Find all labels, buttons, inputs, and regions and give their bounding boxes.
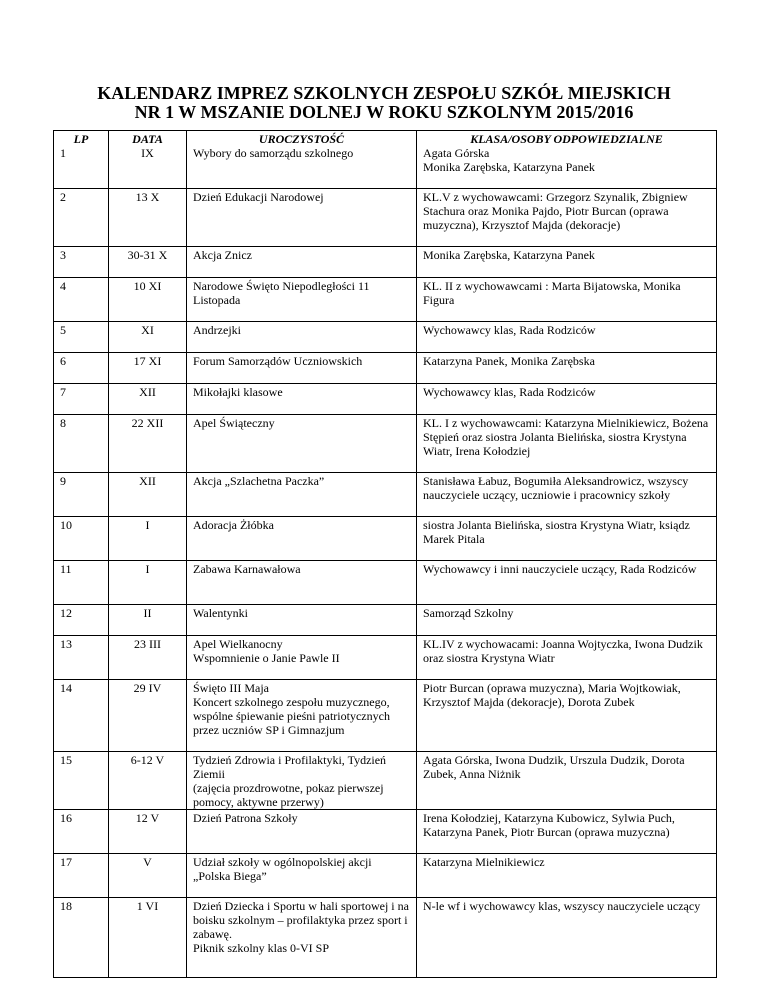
event-date: XII bbox=[139, 385, 156, 399]
event-name: Forum Samorządów Uczniowskich bbox=[193, 354, 363, 368]
responsible-cell bbox=[417, 131, 717, 189]
header-uroczystosc: UROCZYSTOŚĆ bbox=[258, 132, 345, 146]
responsible-persons: KL.IV z wychowacami: Joanna Wojtyczka, Iwona Dudzik oraz siostra Krystyna Wiatr bbox=[423, 637, 703, 665]
event-name: Apel Wielkanocny bbox=[193, 637, 283, 651]
lp-cell bbox=[54, 517, 109, 561]
event-cell bbox=[187, 561, 417, 605]
event-cell bbox=[187, 473, 417, 517]
table-row bbox=[54, 278, 717, 322]
event-name: Akcja „Szlachetna Paczka” bbox=[193, 474, 325, 488]
responsible-persons: KL. II z wychowawcami : Marta Bijatowska, Monika Figura bbox=[423, 279, 681, 307]
event-cell bbox=[187, 636, 417, 680]
title-line-1: KALENDARZ IMPREZ SZKOLNYCH ZESPOŁU SZKÓŁ MIEJSKICH bbox=[97, 83, 671, 103]
lp-number: 11 bbox=[60, 562, 72, 576]
date-cell bbox=[109, 415, 187, 473]
event-date: XII bbox=[139, 474, 156, 488]
responsible-persons: Wychowawcy klas, Rada Rodziców bbox=[423, 323, 596, 337]
table-row bbox=[54, 247, 717, 278]
event-name: Koncert szkolnego zespołu muzycznego, wspólne śpiewanie pieśni patriotycznych przez uczniów SP i Gimnazjum bbox=[193, 695, 390, 737]
date-cell bbox=[109, 247, 187, 278]
event-cell bbox=[187, 353, 417, 384]
date-cell bbox=[109, 189, 187, 247]
event-name: Narodowe Święto Niepodległości 11 Listopada bbox=[193, 279, 370, 307]
responsible-persons: siostra Jolanta Bielińska, siostra Krystyna Wiatr, ksiądz Marek Pitala bbox=[423, 518, 690, 546]
event-cell bbox=[187, 854, 417, 898]
date-cell bbox=[109, 752, 187, 810]
responsible-cell bbox=[417, 898, 717, 978]
responsible-cell bbox=[417, 189, 717, 247]
responsible-persons: Katarzyna Mielnikiewicz bbox=[423, 855, 545, 869]
event-name: Piknik szkolny klas 0-VI SP bbox=[193, 941, 330, 955]
lp-number: 1 bbox=[60, 146, 66, 160]
event-date: 10 XI bbox=[133, 279, 162, 293]
event-date: 1 VI bbox=[136, 899, 159, 913]
lp-cell bbox=[54, 247, 109, 278]
lp-cell bbox=[54, 278, 109, 322]
lp-cell bbox=[54, 898, 109, 978]
table-row bbox=[54, 680, 717, 752]
table-row bbox=[54, 189, 717, 247]
lp-cell bbox=[54, 415, 109, 473]
header-klasa: KLASA/OSOBY ODPOWIEDZIALNE bbox=[470, 132, 663, 146]
event-cell bbox=[187, 605, 417, 636]
table-row bbox=[54, 131, 717, 189]
event-name: Mikołajki klasowe bbox=[193, 385, 283, 399]
responsible-persons: Katarzyna Panek, Monika Zarębska bbox=[423, 354, 595, 368]
lp-cell bbox=[54, 189, 109, 247]
lp-cell bbox=[54, 473, 109, 517]
event-name: (zajęcia prozdrowotne, pokaz pierwszej pomocy, aktywne przerwy) bbox=[193, 781, 384, 809]
event-name: Walentynki bbox=[193, 606, 249, 620]
responsible-cell bbox=[417, 561, 717, 605]
event-name: Zabawa Karnawałowa bbox=[193, 562, 301, 576]
event-date: 12 V bbox=[135, 811, 160, 825]
lp-number: 12 bbox=[60, 606, 72, 620]
lp-cell bbox=[54, 561, 109, 605]
responsible-persons: Monika Zarębska, Katarzyna Panek bbox=[423, 248, 595, 262]
responsible-cell bbox=[417, 605, 717, 636]
event-name: Dzień Patrona Szkoły bbox=[193, 811, 298, 825]
event-name: Dzień Dziecka i Sportu w hali sportowej i na boisku szkolnym – profilaktyka przez sport i zabawę. bbox=[193, 899, 409, 941]
responsible-persons: Samorząd Szkolny bbox=[423, 606, 514, 620]
responsible-cell bbox=[417, 636, 717, 680]
event-date: 6-12 V bbox=[130, 753, 165, 767]
event-name: Tydzień Zdrowia i Profilaktyki, Tydzień Ziemii bbox=[193, 753, 387, 781]
date-cell bbox=[109, 810, 187, 854]
event-cell bbox=[187, 247, 417, 278]
header-data: DATA bbox=[132, 132, 163, 146]
date-cell bbox=[109, 322, 187, 353]
event-cell bbox=[187, 322, 417, 353]
date-cell bbox=[109, 680, 187, 752]
date-cell bbox=[109, 561, 187, 605]
date-cell bbox=[109, 898, 187, 978]
table-row bbox=[54, 517, 717, 561]
responsible-cell bbox=[417, 247, 717, 278]
event-cell bbox=[187, 752, 417, 810]
lp-cell bbox=[54, 636, 109, 680]
table-row bbox=[54, 353, 717, 384]
responsible-cell bbox=[417, 473, 717, 517]
event-date: II bbox=[143, 606, 152, 620]
responsible-cell bbox=[417, 415, 717, 473]
lp-number: 15 bbox=[60, 753, 72, 767]
date-cell bbox=[109, 384, 187, 415]
event-date: 22 XII bbox=[131, 416, 164, 430]
lp-cell bbox=[54, 810, 109, 854]
lp-number: 9 bbox=[60, 474, 66, 488]
table-row bbox=[54, 636, 717, 680]
event-date: 30-31 X bbox=[127, 248, 168, 262]
event-cell bbox=[187, 384, 417, 415]
event-name: Święto III Maja bbox=[193, 681, 269, 695]
table-row bbox=[54, 605, 717, 636]
table-row bbox=[54, 561, 717, 605]
date-cell bbox=[109, 517, 187, 561]
event-cell bbox=[187, 278, 417, 322]
responsible-cell bbox=[417, 384, 717, 415]
event-date: 17 XI bbox=[133, 354, 162, 368]
event-cell bbox=[187, 680, 417, 752]
lp-number: 3 bbox=[60, 248, 66, 262]
event-name: Udział szkoły w ogólnopolskiej akcji „Polska Biega” bbox=[193, 855, 372, 883]
event-date: IX bbox=[141, 146, 154, 160]
table-row bbox=[54, 752, 717, 810]
responsible-cell bbox=[417, 854, 717, 898]
date-cell bbox=[109, 353, 187, 384]
responsible-cell bbox=[417, 680, 717, 752]
lp-cell bbox=[54, 752, 109, 810]
table-row bbox=[54, 415, 717, 473]
lp-cell bbox=[54, 680, 109, 752]
date-cell bbox=[109, 131, 187, 189]
event-cell bbox=[187, 810, 417, 854]
lp-number: 4 bbox=[60, 279, 66, 293]
lp-cell bbox=[54, 854, 109, 898]
responsible-cell bbox=[417, 517, 717, 561]
event-name: Andrzejki bbox=[193, 323, 241, 337]
lp-cell bbox=[54, 353, 109, 384]
date-cell bbox=[109, 278, 187, 322]
event-date: 29 IV bbox=[133, 681, 162, 695]
responsible-persons: Wychowawcy klas, Rada Rodziców bbox=[423, 385, 596, 399]
responsible-persons: Agata Górska, Iwona Dudzik, Urszula Dudzik, Dorota Zubek, Anna Niżnik bbox=[423, 753, 685, 781]
event-name: Apel Świąteczny bbox=[193, 416, 275, 430]
responsible-cell bbox=[417, 810, 717, 854]
responsible-persons: Stanisława Łabuz, Bogumiła Aleksandrowicz, wszyscy nauczyciele uczący, uczniowie i pracownicy szkoły bbox=[423, 474, 689, 502]
event-date: 13 X bbox=[135, 190, 160, 204]
responsible-persons: Agata Górska bbox=[423, 146, 490, 160]
table-row bbox=[54, 854, 717, 898]
event-name: Wspomnienie o Janie Pawle II bbox=[193, 651, 340, 665]
event-date: V bbox=[143, 855, 152, 869]
event-name: Dzień Edukacji Narodowej bbox=[193, 190, 324, 204]
lp-number: 7 bbox=[60, 385, 66, 399]
lp-number: 17 bbox=[60, 855, 72, 869]
responsible-persons: KL. I z wychowawcami: Katarzyna Mielnikiewicz, Bożena Stępień oraz siostra Jolanta Bielińska, siostra Krystyna Wiatr, Irena Kołodziej bbox=[423, 416, 709, 458]
lp-number: 10 bbox=[60, 518, 72, 532]
lp-cell bbox=[54, 605, 109, 636]
event-date: I bbox=[145, 518, 150, 532]
lp-cell bbox=[54, 322, 109, 353]
event-cell bbox=[187, 415, 417, 473]
lp-number: 18 bbox=[60, 899, 72, 913]
date-cell bbox=[109, 636, 187, 680]
lp-number: 2 bbox=[60, 190, 66, 204]
responsible-cell bbox=[417, 322, 717, 353]
document-title bbox=[0, 84, 768, 122]
lp-number: 5 bbox=[60, 323, 66, 337]
table-row bbox=[54, 384, 717, 415]
responsible-persons: Wychowawcy i inni nauczyciele uczący, Rada Rodziców bbox=[423, 562, 697, 576]
event-cell bbox=[187, 898, 417, 978]
lp-cell bbox=[54, 131, 109, 189]
date-cell bbox=[109, 605, 187, 636]
event-cell bbox=[187, 131, 417, 189]
lp-number: 16 bbox=[60, 811, 72, 825]
event-name: Adoracja Żłóbka bbox=[193, 518, 274, 532]
table-row bbox=[54, 322, 717, 353]
lp-number: 6 bbox=[60, 354, 66, 368]
date-cell bbox=[109, 473, 187, 517]
event-date: XI bbox=[141, 323, 154, 337]
header-lp: LP bbox=[73, 132, 89, 146]
table-row bbox=[54, 810, 717, 854]
lp-number: 14 bbox=[60, 681, 72, 695]
table-row bbox=[54, 898, 717, 978]
table-body bbox=[54, 131, 717, 978]
responsible-persons: KL.V z wychowawcami: Grzegorz Szynalik, Zbigniew Stachura oraz Monika Pajdo, Piotr Burcan (oprawa muzyczna), Krzysztof Majda (dekoracje) bbox=[423, 190, 688, 232]
event-cell bbox=[187, 517, 417, 561]
event-date: I bbox=[145, 562, 150, 576]
lp-number: 13 bbox=[60, 637, 72, 651]
responsible-cell bbox=[417, 353, 717, 384]
responsible-persons: Irena Kołodziej, Katarzyna Kubowicz, Sylwia Puch, Katarzyna Panek, Piotr Burcan (oprawa muzyczna) bbox=[423, 811, 675, 839]
event-date: 23 III bbox=[134, 637, 161, 651]
table-row bbox=[54, 473, 717, 517]
event-name: Akcja Znicz bbox=[193, 248, 252, 262]
responsible-cell bbox=[417, 752, 717, 810]
lp-cell bbox=[54, 384, 109, 415]
lp-number: 8 bbox=[60, 416, 66, 430]
date-cell bbox=[109, 854, 187, 898]
events-calendar-table bbox=[53, 130, 717, 978]
title-line-2: NR 1 W MSZANIE DOLNEJ W ROKU SZKOLNYM 2015/2016 bbox=[134, 102, 634, 122]
event-name: Wybory do samorządu szkolnego bbox=[193, 146, 354, 160]
responsible-persons: Piotr Burcan (oprawa muzyczna), Maria Wojtkowiak, Krzysztof Majda (dekoracje), Dorota Zubek bbox=[423, 681, 681, 709]
event-cell bbox=[187, 189, 417, 247]
responsible-persons: N-le wf i wychowawcy klas, wszyscy nauczyciele uczący bbox=[423, 899, 701, 913]
responsible-persons: Monika Zarębska, Katarzyna Panek bbox=[423, 160, 595, 174]
responsible-cell bbox=[417, 278, 717, 322]
